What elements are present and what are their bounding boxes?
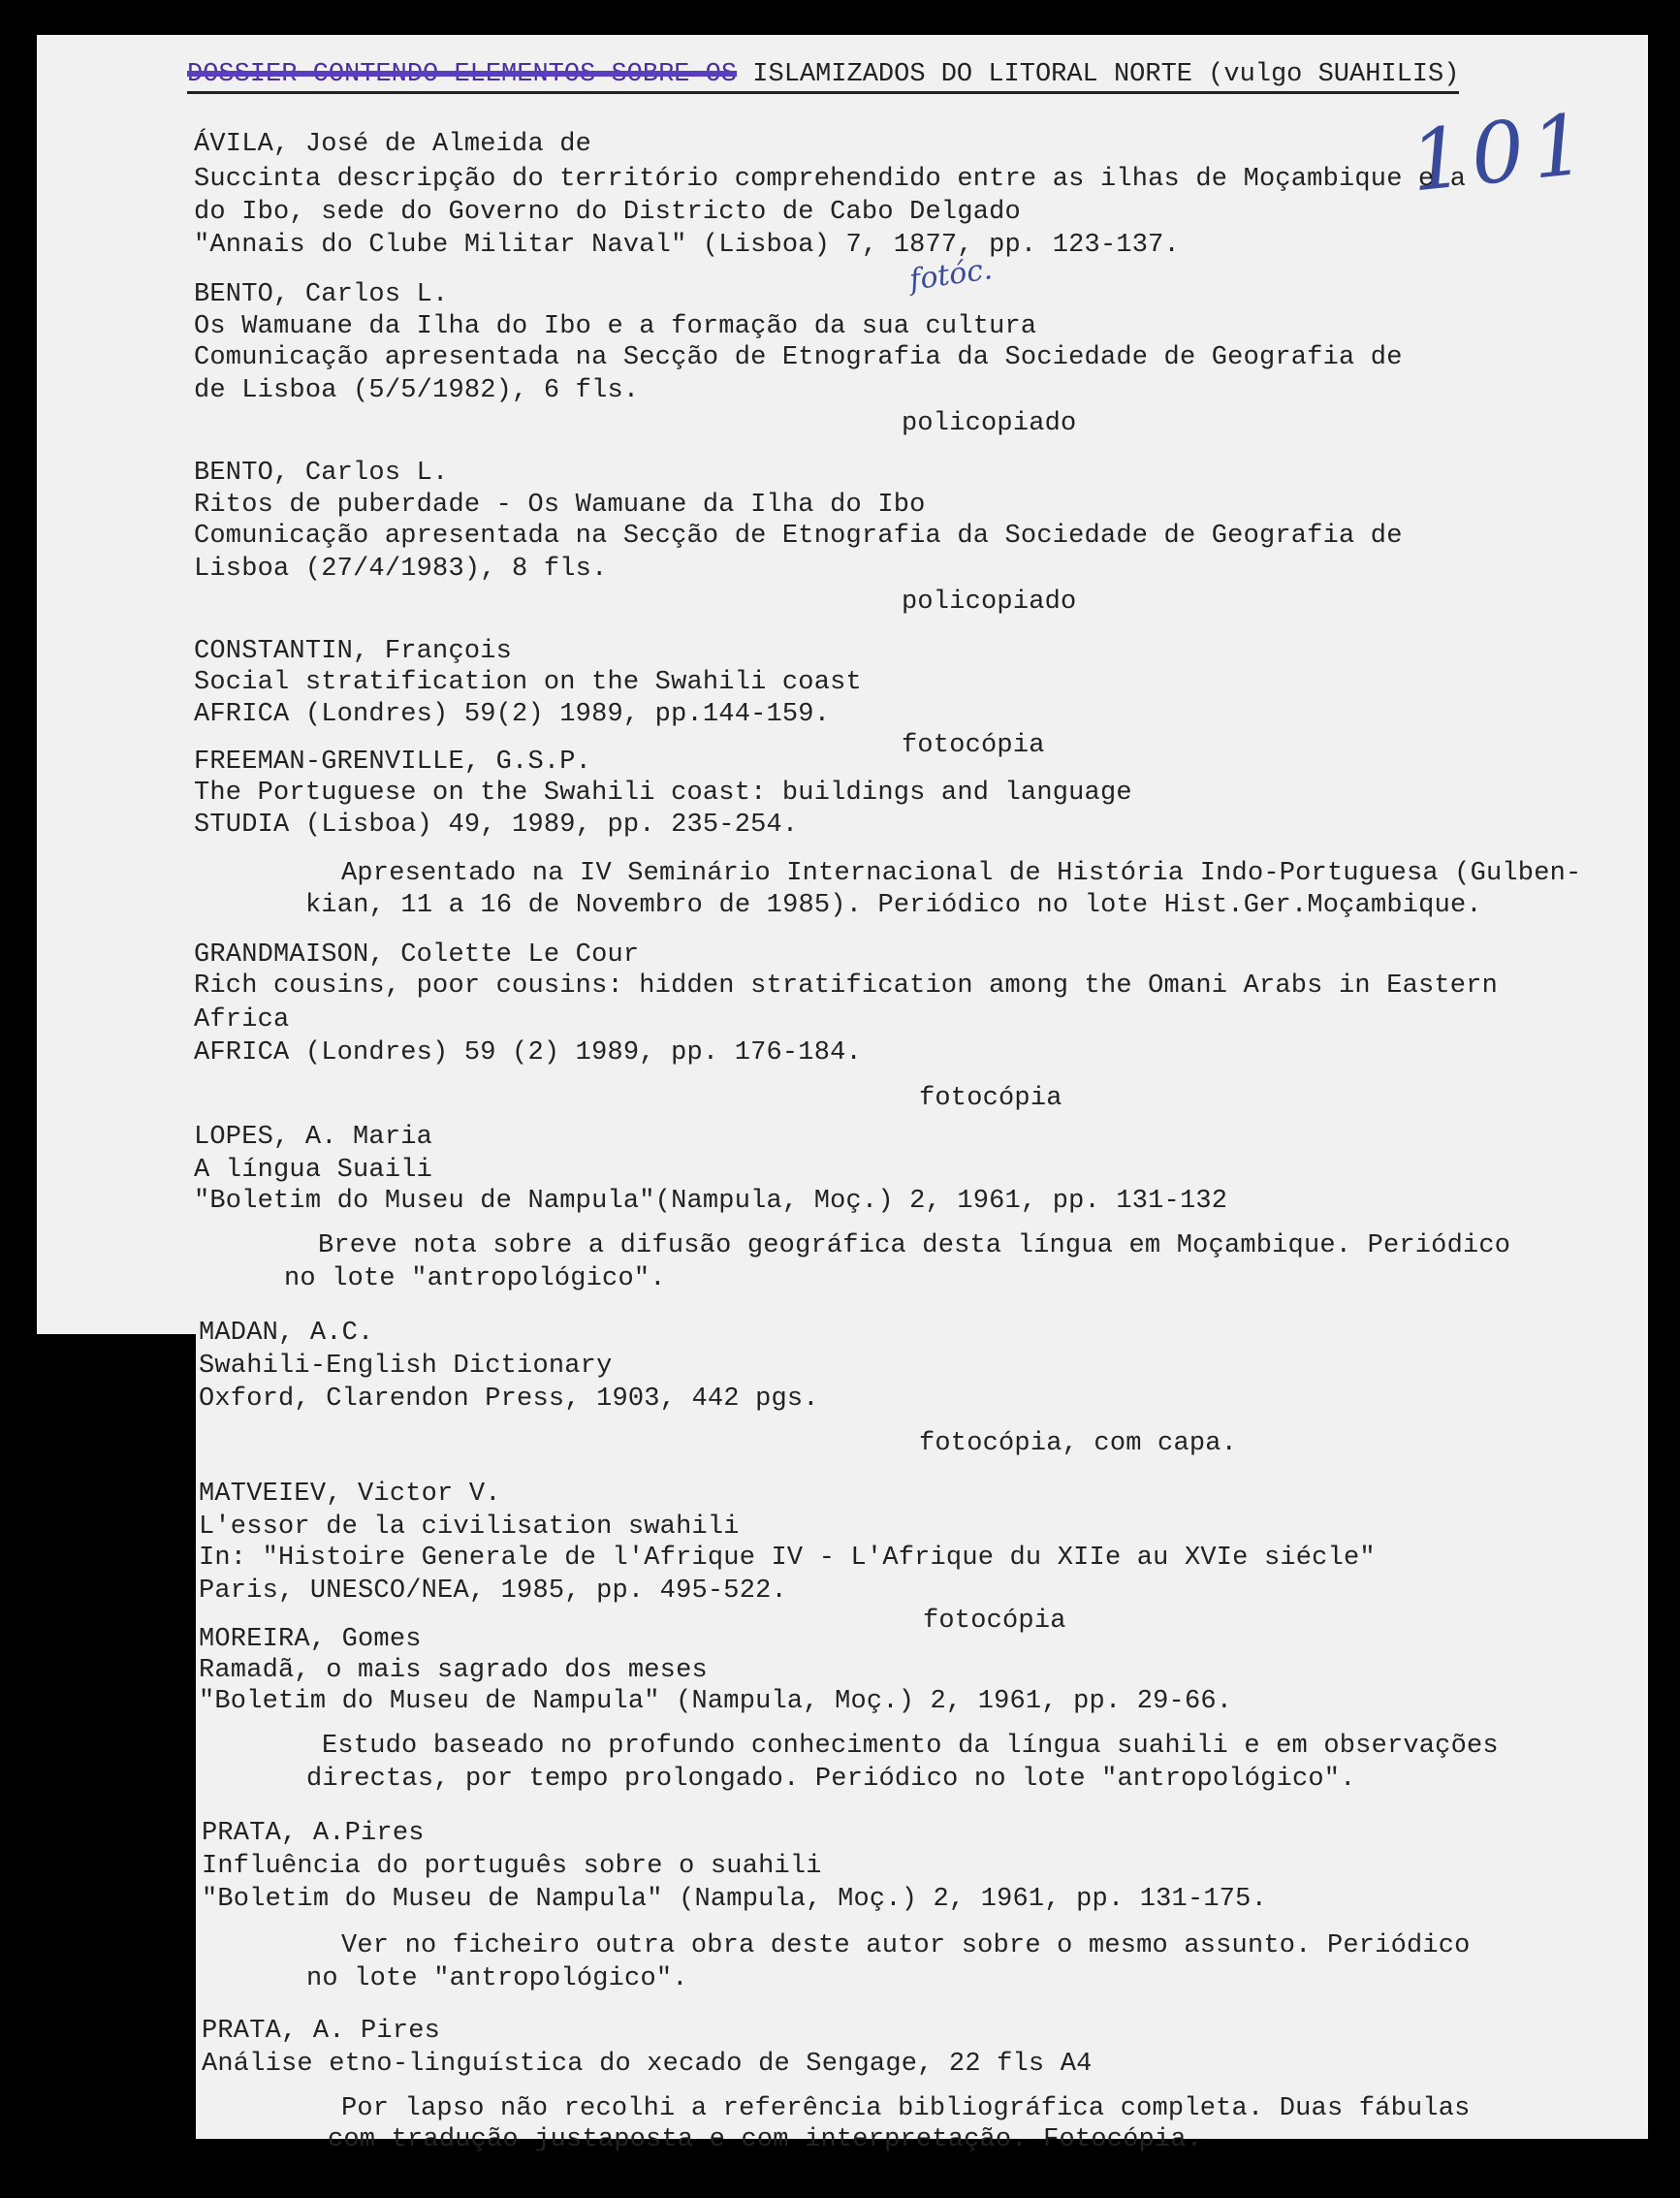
text-line: directas, por tempo prolongado. Periódico no lote "antropológico". xyxy=(306,1765,1356,1794)
text-line: "Boletim do Museu de Nampula" (Nampula, Moç.) 2, 1961, pp. 29-66. xyxy=(199,1687,1233,1716)
text-line: policopiado xyxy=(902,409,1077,438)
text-line: STUDIA (Lisboa) 49, 1989, pp. 235-254. xyxy=(194,811,799,840)
text-line: Social stratification on the Swahili coast xyxy=(194,668,862,697)
text-line: no lote "antropológico". xyxy=(284,1264,666,1293)
text-line: do Ibo, sede do Governo do Districto de Cabo Delgado xyxy=(194,198,1021,227)
text-line: Swahili-English Dictionary xyxy=(199,1352,613,1381)
text-line: "Boletim do Museu de Nampula"(Nampula, Moç.) 2, 1961, pp. 131-132 xyxy=(194,1187,1228,1216)
text-line: policopiado xyxy=(902,588,1077,617)
text-line: Apresentado na IV Seminário Internacional de História Indo-Portuguesa (Gulben- xyxy=(341,859,1582,888)
text-line: Paris, UNESCO/NEA, 1985, pp. 495-522. xyxy=(199,1577,787,1606)
text-line: AFRICA (Londres) 59(2) 1989, pp.144-159. xyxy=(194,700,831,729)
text-line: fotocópia xyxy=(923,1607,1066,1636)
text-line: Africa xyxy=(194,1005,290,1035)
text-line: Comunicação apresentada na Secção de Etnografia da Sociedade de Geografia de xyxy=(194,343,1403,372)
text-line: Análise etno-linguística do xecado de Sengage, 22 fls A4 xyxy=(202,2050,1093,2079)
struck-header-text: DOSSIER CONTENDO ELEMENTOS SOBRE OS xyxy=(187,60,738,89)
document-header xyxy=(187,60,1459,94)
text-line: BENTO, Carlos L. xyxy=(194,459,449,488)
text-line: MADAN, A.C. xyxy=(199,1319,374,1348)
text-line: Succinta descripção do território comprehendido entre as ilhas de Moçambique e a xyxy=(194,165,1467,194)
text-line: kian, 11 a 16 de Novembro de 1985). Periódico no lote Hist.Ger.Moçambique. xyxy=(305,891,1482,920)
text-line: Os Wamuane da Ilha do Ibo e a formação da sua cultura xyxy=(194,312,1037,341)
text-line: CONSTANTIN, François xyxy=(194,637,513,666)
text-line: Oxford, Clarendon Press, 1903, 442 pgs. xyxy=(199,1385,819,1414)
text-line: MOREIRA, Gomes xyxy=(199,1625,422,1654)
text-line: fotocópia xyxy=(919,1084,1062,1113)
text-line: L'essor de la civilisation swahili xyxy=(199,1513,740,1542)
text-line: Estudo baseado no profundo conhecimento da língua suahili e em observações xyxy=(322,1732,1499,1761)
text-line: Comunicação apresentada na Secção de Etnografia da Sociedade de Geografia de xyxy=(194,522,1403,551)
text-line: "Annais do Clube Militar Naval" (Lisboa) 7, 1877, pp. 123-137. xyxy=(194,231,1180,260)
text-line: no lote "antropológico". xyxy=(306,1964,688,1993)
handwritten-margin-note: fotóc. xyxy=(906,252,995,298)
text-line: FREEMAN-GRENVILLE, G.S.P. xyxy=(194,748,592,777)
header-title: ISLAMIZADOS DO LITORAL NORTE (vulgo SUAHILIS) xyxy=(737,60,1460,89)
handwritten-page-number: 101 xyxy=(1406,95,1598,211)
text-line: fotocópia xyxy=(902,731,1045,760)
text-line: A língua Suaili xyxy=(194,1156,433,1185)
text-line: The Portuguese on the Swahili coast: buildings and language xyxy=(194,779,1132,808)
text-line: In: "Histoire Generale de l'Afrique IV - L'Afrique du XIIe au XVIe siécle" xyxy=(199,1544,1376,1573)
text-line: Ver no ficheiro outra obra deste autor sobre o mesmo assunto. Periódico xyxy=(341,1931,1471,1960)
text-line: com tradução justaposta e com interpretação. Fotocópia. xyxy=(328,2125,1203,2154)
text-line: ÁVILA, José de Almeida de xyxy=(194,130,592,159)
text-line: fotocópia, com capa. xyxy=(919,1429,1238,1458)
text-line: Ramadã, o mais sagrado dos meses xyxy=(199,1656,708,1685)
text-line: Influência do português sobre o suahili xyxy=(202,1852,822,1881)
text-line: Por lapso não recolhi a referência bibliográfica completa. Duas fábulas xyxy=(341,2094,1471,2123)
text-line: Breve nota sobre a difusão geográfica desta língua em Moçambique. Periódico xyxy=(318,1231,1511,1260)
text-line: PRATA, A. Pires xyxy=(202,2017,441,2046)
text-line: "Boletim do Museu de Nampula" (Nampula, Moç.) 2, 1961, pp. 131-175. xyxy=(202,1885,1267,1914)
text-line: Ritos de puberdade - Os Wamuane da Ilha do Ibo xyxy=(194,491,926,520)
text-line: PRATA, A.Pires xyxy=(202,1819,425,1848)
text-line: MATVEIEV, Victor V. xyxy=(199,1480,501,1509)
text-line: BENTO, Carlos L. xyxy=(194,280,449,309)
text-line: LOPES, A. Maria xyxy=(194,1123,433,1152)
text-line: Rich cousins, poor cousins: hidden stratification among the Omani Arabs in Eastern xyxy=(194,972,1499,1001)
text-line: Lisboa (27/4/1983), 8 fls. xyxy=(194,555,608,584)
text-line: AFRICA (Londres) 59 (2) 1989, pp. 176-184. xyxy=(194,1038,862,1067)
text-line: de Lisboa (5/5/1982), 6 fls. xyxy=(194,376,640,405)
text-line: GRANDMAISON, Colette Le Cour xyxy=(194,940,640,970)
